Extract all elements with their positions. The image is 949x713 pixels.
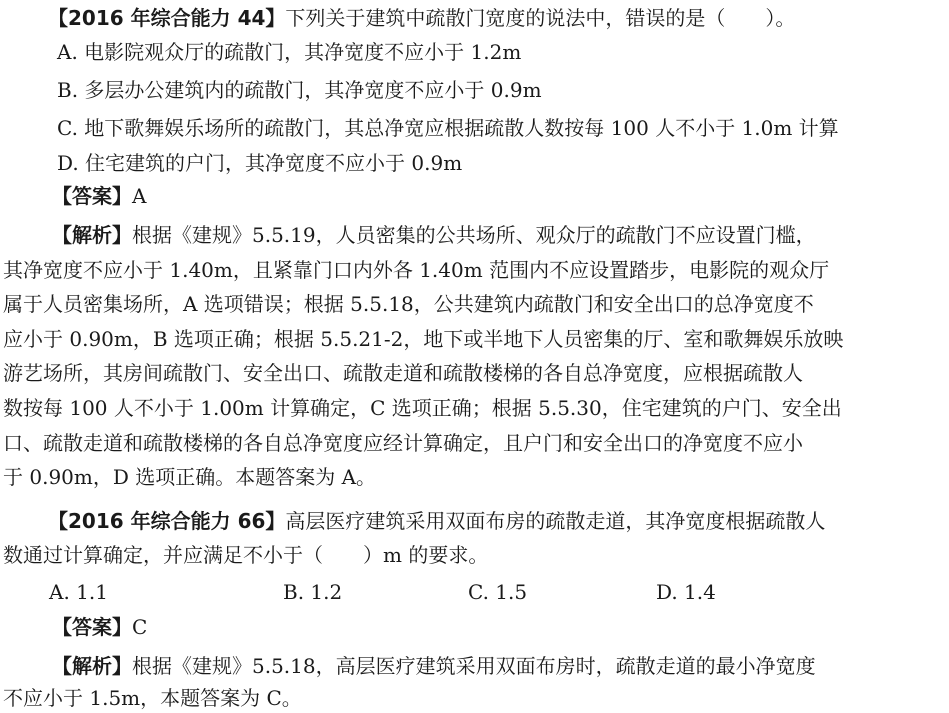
- q1-stem: 下列关于建筑中疏散门宽度的说法中，错误的是（ ）。: [285, 6, 796, 30]
- q1-analysis-line-8: 于 0.90m，D 选项正确。本题答案为 A。: [3, 465, 377, 489]
- q1-answer-label: 【答案】: [52, 184, 132, 208]
- q2-option-d: D. 1.4: [656, 580, 716, 604]
- q1-analysis-line-5: 游艺场所，其房间疏散门、安全出口、疏散走道和疏散楼梯的各自总净宽度，应根据疏散人: [3, 361, 803, 385]
- q2-analysis-line-1: [52, 652, 816, 681]
- q1-answer-line: [52, 182, 146, 211]
- q2-stem-line-2: 数通过计算确定，并应满足不小于（ ）m 的要求。: [3, 543, 489, 567]
- q1-analysis-line-1: [52, 221, 816, 250]
- q2-option-b: B. 1.2: [283, 580, 343, 604]
- q1-analysis-label: 【解析】: [52, 223, 132, 247]
- q2-option-c: C. 1.5: [468, 580, 528, 604]
- q2-answer-value: C: [132, 615, 148, 639]
- q1-analysis-text-1: 根据《建规》5.5.19，人员密集的公共场所、观众厅的疏散门不应设置门槛，: [132, 223, 816, 247]
- q1-option-a: A. 电影院观众厅的疏散门，其净宽度不应小于 1.2m: [57, 40, 522, 64]
- q2-analysis-text-1: 根据《建规》5.5.18，高层医疗建筑采用双面布房时，疏散走道的最小净宽度: [132, 654, 816, 678]
- q2-analysis-line-2: 不应小于 1.5m，本题答案为 C。: [3, 686, 302, 710]
- q1-answer-value: A: [132, 184, 147, 208]
- q2-answer-line: [52, 613, 147, 642]
- q1-header: 【2016 年综合能力 44】: [48, 6, 286, 30]
- q1-analysis-line-4: 应小于 0.90m，B 选项正确；根据 5.5.21-2，地下或半地下人员密集的厅、室和歌舞娱乐放映: [3, 327, 844, 351]
- q2-analysis-label: 【解析】: [52, 654, 132, 678]
- q2-answer-label: 【答案】: [52, 615, 132, 639]
- q2-stem-1: 高层医疗建筑采用双面布房的疏散走道，其净宽度根据疏散人: [285, 509, 826, 533]
- q1-analysis-line-7: 口、疏散走道和疏散楼梯的各自总净宽度应经计算确定，且户门和安全出口的净宽度不应小: [3, 431, 803, 455]
- q1-title-line: [48, 4, 795, 33]
- q1-option-b: B. 多层办公建筑内的疏散门，其净宽度不应小于 0.9m: [57, 78, 542, 102]
- q1-option-c: C. 地下歌舞娱乐场所的疏散门，其总净宽应根据疏散人数按每 100 人不小于 1.0m 计算: [57, 116, 839, 140]
- q1-analysis-line-3: 属于人员密集场所，A 选项错误；根据 5.5.18，公共建筑内疏散门和安全出口的总净宽度不: [3, 292, 814, 316]
- q1-analysis-line-6: 数按每 100 人不小于 1.00m 计算确定，C 选项正确；根据 5.5.30，住宅建筑的户门、安全出: [3, 396, 842, 420]
- q1-option-d: D. 住宅建筑的户门，其净宽度不应小于 0.9m: [57, 151, 463, 175]
- q2-header: 【2016 年综合能力 66】: [48, 509, 286, 533]
- q2-title-line: [48, 507, 825, 536]
- q1-analysis-line-2: 其净宽度不应小于 1.40m，且紧靠门口内外各 1.40m 范围内不应设置踏步，电影院的观众厅: [3, 258, 830, 282]
- q2-option-a: A. 1.1: [49, 580, 108, 604]
